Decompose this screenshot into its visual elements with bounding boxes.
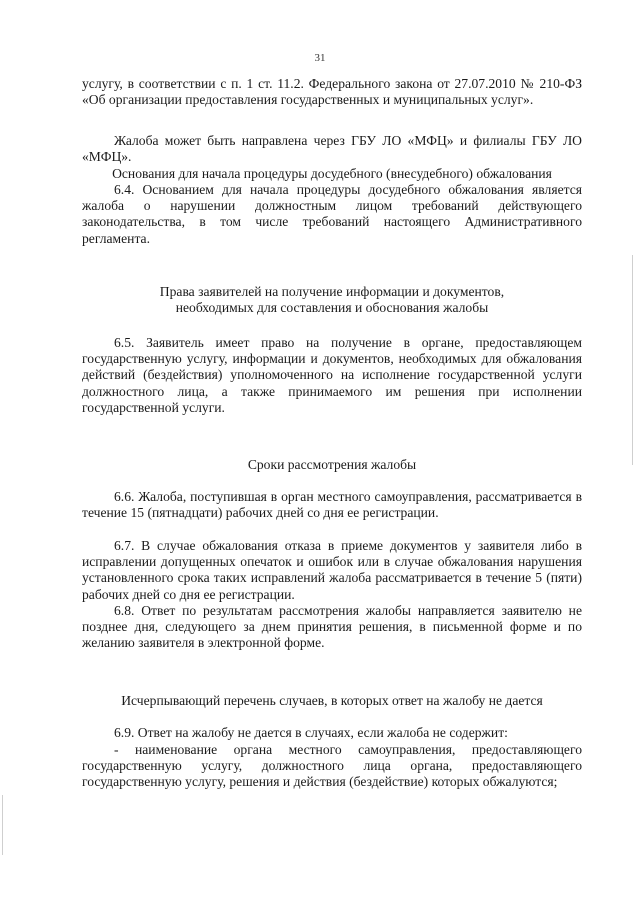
scan-edge-mark bbox=[632, 255, 633, 465]
paragraph-6-4: 6.4. Основанием для начала процедуры досудебного обжалования является жалоба о нарушении должностным лицом требований действующего законодательства, в том числе требований настоящего Административного регламента. bbox=[82, 182, 582, 246]
heading-rights-line2: необходимых для составления и обоснования жалобы bbox=[175, 300, 489, 316]
grounds-title: Основания для начала процедуры досудебного (внесудебного) обжалования bbox=[112, 166, 552, 181]
list-item-dash: - наименование органа местного самоуправления, предоставляющего государственную услугу, должностного лица органа, предоставляющего государственную услугу, решения и действия (бездействие) которых обжалуются; bbox=[82, 742, 582, 790]
scan-edge-mark-left bbox=[2, 795, 3, 855]
paragraph-6-7: 6.7. В случае обжалования отказа в приеме документов у заявителя либо в исправлении допущенных опечаток и ошибок или в случае обжалования нарушения установленного срока таких исправлений жалоба рассматривается в течение 5 (пяти) рабочих дней со дня ее регистрации. bbox=[82, 538, 582, 602]
paragraph-6-5: 6.5. Заявитель имеет право на получение в органе, предоставляющем государственную услугу, информации и документов, необходимых для обжалования действий (бездействия) уполномоченного на исполнение государственной услуги должностного лица, а также принимаемого им решения при исполнении государственной услуги. bbox=[82, 335, 582, 415]
paragraph-6-9: 6.9. Ответ на жалобу не дается в случаях, если жалоба не содержит: bbox=[114, 725, 508, 740]
paragraph-mfc: Жалоба может быть направлена через ГБУ ЛО «МФЦ» и филиалы ГБУ ЛО «МФЦ». bbox=[82, 133, 582, 165]
heading-exhaustive: Исчерпывающий перечень случаев, в которых ответ на жалобу не дается bbox=[121, 693, 543, 708]
paragraph-continuation: услугу, в соответствии с п. 1 ст. 11.2. Федерального закона от 27.07.2010 № 210-ФЗ «Об организации предоставления государственных и муниципальных услуг». bbox=[82, 76, 582, 108]
heading-rights-line1: Права заявителей на получение информации и документов, bbox=[159, 284, 505, 299]
heading-rights bbox=[82, 284, 582, 316]
paragraph-6-6: 6.6. Жалоба, поступившая в орган местного самоуправления, рассматривается в течение 15 (пятнадцати) рабочих дней со дня ее регистрации. bbox=[82, 489, 582, 521]
heading-terms: Сроки рассмотрения жалобы bbox=[247, 457, 417, 472]
paragraph-6-8: 6.8. Ответ по результатам рассмотрения жалобы направляется заявителю не позднее дня, следующего за днем принятия решения, в письменной форме и по желанию заявителя в электронной форме. bbox=[82, 603, 582, 651]
page-number: 31 bbox=[314, 52, 326, 64]
